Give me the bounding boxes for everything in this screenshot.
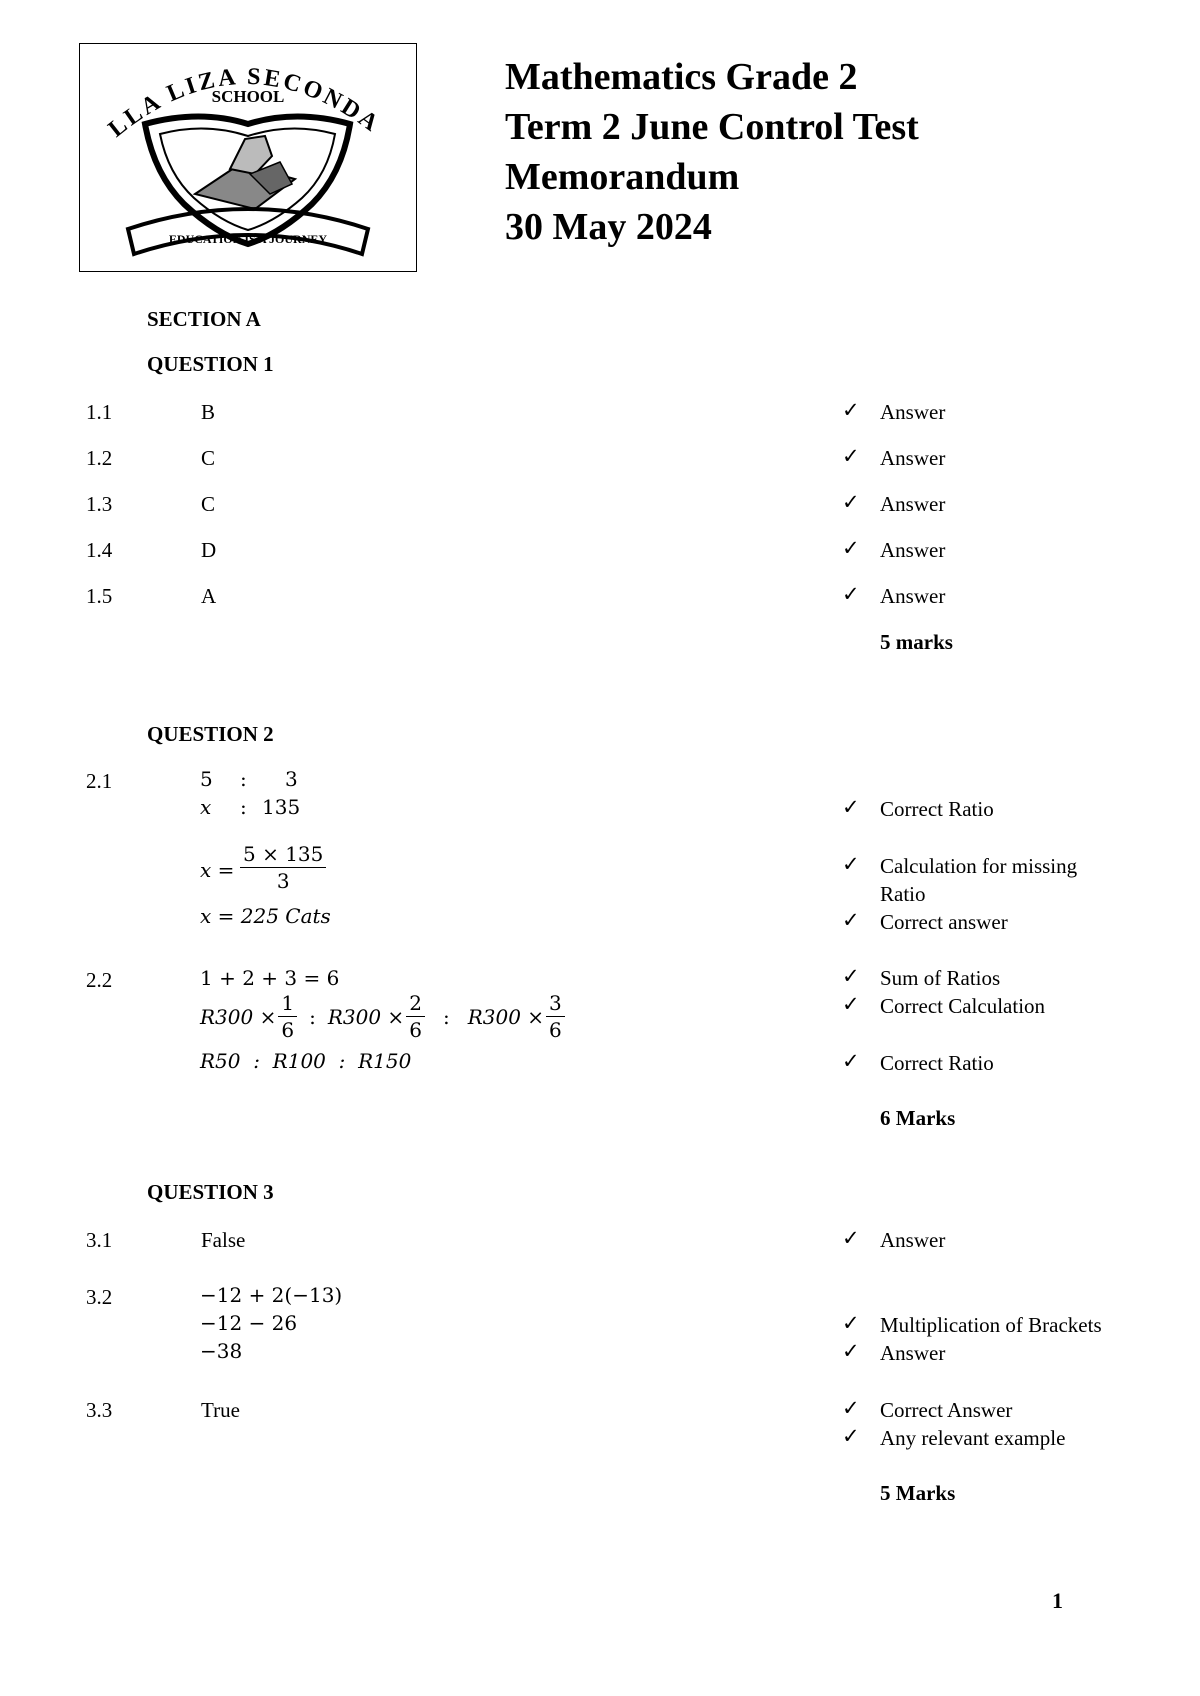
title-subject: Mathematics Grade 2 bbox=[505, 56, 858, 98]
fraction-denominator: 6 bbox=[409, 1018, 422, 1042]
fraction-denominator: 3 bbox=[276, 869, 290, 893]
q2-2-mark-sum: Sum of Ratios bbox=[880, 966, 1001, 990]
q1-5-answer: A bbox=[201, 584, 217, 608]
q2-1-ratio-b: 3 bbox=[285, 767, 298, 791]
q2-1-mark-answer: Correct answer bbox=[880, 910, 1008, 934]
q2-1-fraction bbox=[240, 841, 326, 894]
section-a-heading: SECTION A bbox=[147, 307, 261, 331]
q3-2-number: 3.2 bbox=[86, 1285, 113, 1309]
q2-1-number: 2.1 bbox=[86, 769, 113, 793]
q2-1-mark-calc-2: Ratio bbox=[880, 882, 926, 906]
q1-3-answer: C bbox=[201, 492, 216, 516]
q3-2-line-3: −38 bbox=[200, 1339, 243, 1363]
check-icon: ✓ bbox=[842, 1396, 860, 1420]
check-icon: ✓ bbox=[842, 1226, 860, 1250]
fraction-1-6 bbox=[278, 990, 297, 1043]
check-icon: ✓ bbox=[842, 536, 860, 560]
r300-1: R300 × bbox=[200, 1004, 277, 1029]
fraction-3-6 bbox=[546, 990, 565, 1043]
logo-school-name: LLA LIZA SECONDA bbox=[103, 63, 386, 143]
q1-2-answer: C bbox=[201, 446, 216, 470]
question-3-heading: QUESTION 3 bbox=[147, 1180, 274, 1204]
q2-total-marks: 6 Marks bbox=[880, 1106, 956, 1130]
q3-total-marks: 5 Marks bbox=[880, 1481, 956, 1505]
school-crest-icon bbox=[80, 44, 415, 270]
q2-1-var-x: x bbox=[200, 795, 212, 819]
q2-1-ratio-a: 5 bbox=[200, 767, 213, 791]
fraction-numerator: 2 bbox=[406, 990, 425, 1017]
colon: : bbox=[309, 1004, 316, 1029]
question-2-heading: QUESTION 2 bbox=[147, 722, 274, 746]
q2-1-value: 135 bbox=[262, 795, 301, 819]
q1-3-mark: Answer bbox=[880, 492, 946, 516]
q3-2-mark-brackets: Multiplication of Brackets bbox=[880, 1313, 1102, 1337]
title-test: Term 2 June Control Test bbox=[505, 106, 919, 148]
check-icon: ✓ bbox=[842, 1311, 860, 1335]
q3-3-number: 3.3 bbox=[86, 1398, 113, 1422]
q3-1-number: 3.1 bbox=[86, 1228, 113, 1252]
q2-2-sum: 1 + 2 + 3 = 6 bbox=[200, 966, 340, 990]
q1-4-mark: Answer bbox=[880, 538, 946, 562]
q3-1-answer: False bbox=[201, 1228, 246, 1252]
check-icon: ✓ bbox=[842, 582, 860, 606]
q1-1-answer: B bbox=[201, 400, 216, 424]
title-memo: Memorandum bbox=[505, 156, 740, 198]
q3-2-line-2: −12 − 26 bbox=[200, 1311, 298, 1335]
check-icon: ✓ bbox=[842, 908, 860, 932]
school-logo bbox=[79, 43, 417, 272]
fraction-numerator: 5 × 135 bbox=[240, 841, 326, 868]
q1-2-number: 1.2 bbox=[86, 446, 113, 470]
q3-2-line-1: −12 + 2(−13) bbox=[200, 1283, 343, 1307]
q2-2-mark-ratio: Correct Ratio bbox=[880, 1051, 994, 1075]
q1-total-marks: 5 marks bbox=[880, 630, 953, 654]
q2-2-calculation bbox=[200, 990, 565, 1043]
title-date: 30 May 2024 bbox=[505, 206, 712, 248]
fraction-numerator: 3 bbox=[546, 990, 565, 1017]
logo-motto: EDUCATION IS A JOURNEY bbox=[168, 232, 328, 246]
q1-2-mark: Answer bbox=[880, 446, 946, 470]
q2-2-mark-calc: Correct Calculation bbox=[880, 994, 1046, 1018]
q2-1-answer: x = 225 Cats bbox=[200, 904, 331, 928]
fraction-denominator: 6 bbox=[549, 1018, 562, 1042]
r300-3: R300 × bbox=[467, 1004, 545, 1029]
check-icon: ✓ bbox=[842, 992, 860, 1016]
q2-1-x-eq: x = bbox=[200, 858, 235, 882]
q1-3-number: 1.3 bbox=[86, 492, 113, 516]
check-icon: ✓ bbox=[842, 964, 860, 988]
q1-4-answer: D bbox=[201, 538, 217, 562]
q2-2-number: 2.2 bbox=[86, 968, 113, 992]
q2-1-colon-2: : bbox=[240, 795, 247, 819]
q3-1-mark: Answer bbox=[880, 1228, 946, 1252]
q1-5-mark: Answer bbox=[880, 584, 946, 608]
q3-2-mark-answer: Answer bbox=[880, 1341, 946, 1365]
colon: : bbox=[442, 1004, 450, 1029]
q1-4-number: 1.4 bbox=[86, 538, 113, 562]
check-icon: ✓ bbox=[842, 1339, 860, 1363]
check-icon: ✓ bbox=[842, 490, 860, 514]
q2-2-result: R50 : R100 : R150 bbox=[200, 1049, 412, 1073]
logo-school-word: SCHOOL bbox=[211, 87, 285, 106]
fraction-2-6 bbox=[406, 990, 425, 1043]
q3-3-mark-example: Any relevant example bbox=[880, 1426, 1066, 1450]
q3-3-mark-correct: Correct Answer bbox=[880, 1398, 1013, 1422]
check-icon: ✓ bbox=[842, 1424, 860, 1448]
check-icon: ✓ bbox=[842, 795, 860, 819]
q2-1-mark-calc: Calculation for missing bbox=[880, 854, 1078, 878]
q1-5-number: 1.5 bbox=[86, 584, 113, 608]
check-icon: ✓ bbox=[842, 398, 860, 422]
fraction-denominator: 6 bbox=[281, 1018, 295, 1042]
q2-1-ratio-colon: : bbox=[240, 767, 247, 791]
question-1-heading: QUESTION 1 bbox=[147, 352, 274, 376]
q2-1-mark-ratio: Correct Ratio bbox=[880, 797, 994, 821]
check-icon: ✓ bbox=[842, 1049, 860, 1073]
check-icon: ✓ bbox=[842, 852, 860, 876]
fraction-numerator: 1 bbox=[278, 990, 297, 1017]
check-icon: ✓ bbox=[842, 444, 860, 468]
page-number: 1 bbox=[1052, 1588, 1063, 1613]
r300-2: R300 × bbox=[327, 1004, 405, 1029]
q3-3-answer: True bbox=[201, 1398, 240, 1422]
q1-1-number: 1.1 bbox=[86, 400, 113, 424]
q1-1-mark: Answer bbox=[880, 400, 946, 424]
